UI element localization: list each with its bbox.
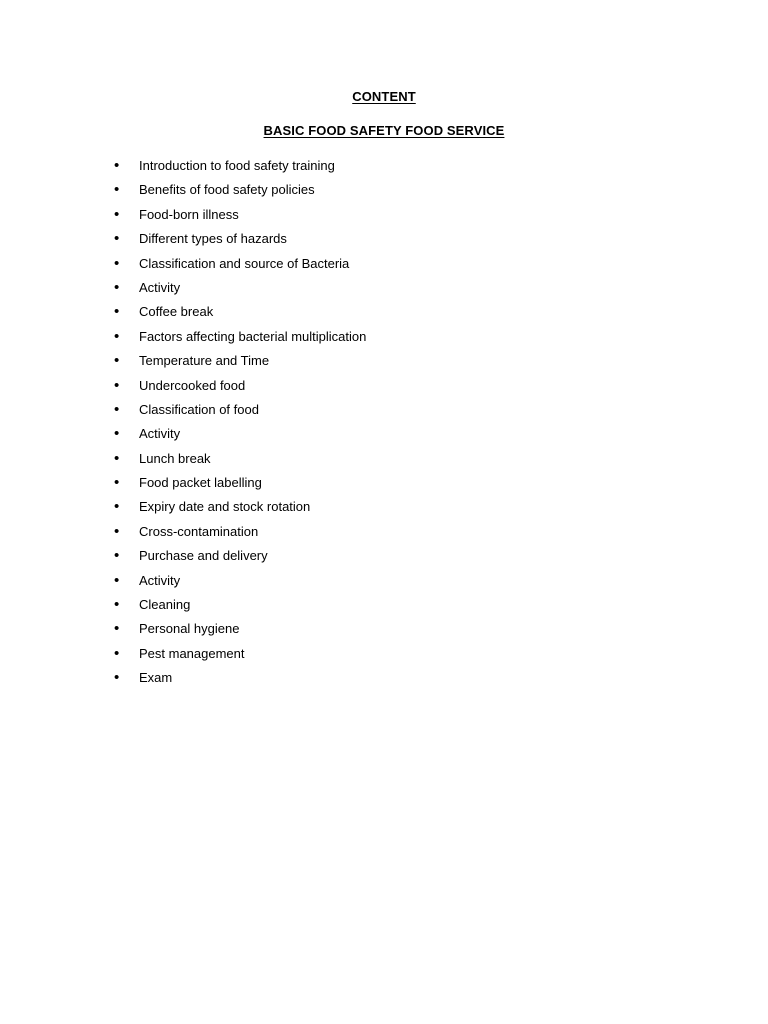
list-item [0, 352, 768, 376]
bullet-icon: • [114, 376, 120, 394]
bullet-icon: • [114, 181, 120, 199]
bullet-icon: • [114, 425, 120, 443]
list-item [0, 181, 768, 205]
bullet-icon: • [114, 571, 120, 589]
topic-label: Introduction to food safety training [139, 158, 335, 173]
topic-label: Benefits of food safety policies [139, 182, 315, 198]
bullet-icon: • [114, 327, 120, 345]
bullet-icon: • [114, 596, 120, 614]
bullet-icon: • [114, 620, 120, 638]
list-item [0, 669, 768, 693]
list-item [0, 596, 768, 620]
bullet-icon: • [114, 669, 120, 687]
topic-label: Food packet labelling [139, 475, 262, 491]
list-item [0, 255, 768, 279]
bullet-icon: • [114, 498, 120, 516]
bullet-icon: • [114, 254, 120, 272]
topic-label: Activity [139, 426, 181, 442]
bullet-icon: • [114, 522, 120, 540]
page-title: CONTENT [352, 89, 416, 104]
list-item [0, 401, 768, 425]
bullet-icon: • [114, 230, 120, 248]
bullet-icon: • [114, 449, 120, 467]
list-item [0, 547, 768, 571]
bullet-icon: • [114, 205, 120, 223]
list-item [0, 498, 768, 522]
list-item [0, 279, 768, 303]
list-item [0, 328, 768, 352]
list-item [0, 230, 768, 254]
list-item [0, 303, 768, 327]
bullet-icon: • [114, 644, 120, 662]
topic-label: Classification and source of Bacteria [139, 255, 350, 271]
list-item [0, 450, 768, 474]
list-item [0, 206, 768, 230]
bullet-icon: • [114, 157, 120, 174]
bullet-icon: • [114, 278, 120, 296]
topic-label: Lunch break [139, 450, 211, 466]
topic-label: Activity [139, 572, 181, 588]
list-item [0, 157, 768, 181]
bullet-icon: • [114, 474, 120, 492]
bullet-icon: • [114, 547, 120, 565]
list-item [0, 474, 768, 498]
course-title: BASIC FOOD SAFETY FOOD SERVICE [263, 123, 505, 138]
topic-label: Different types of hazards [139, 231, 287, 247]
topic-label: Activity [139, 279, 181, 295]
topic-label: Cleaning [139, 597, 191, 613]
bullet-icon: • [114, 352, 120, 370]
topic-label: Purchase and delivery [139, 548, 268, 564]
bullet-icon: • [114, 303, 120, 321]
topic-label: Food-born illness [139, 206, 239, 222]
list-item [0, 620, 768, 644]
list-item [0, 572, 768, 596]
bullet-icon: • [114, 400, 120, 418]
topic-label: Coffee break [139, 304, 214, 320]
list-item [0, 523, 768, 547]
topic-label: Undercooked food [139, 377, 246, 393]
topic-label: Classification of food [139, 401, 259, 417]
topic-label: Pest management [139, 645, 245, 661]
list-item [0, 645, 768, 669]
list-item [0, 377, 768, 401]
topic-label: Cross-contamination [139, 523, 259, 539]
topic-label: Factors affecting bacterial multiplication [139, 328, 367, 344]
list-item [0, 425, 768, 449]
topic-label: Expiry date and stock rotation [139, 499, 311, 515]
topic-list [0, 157, 768, 694]
topic-label: Personal hygiene [139, 621, 240, 637]
topic-label: Temperature and Time [139, 353, 270, 369]
topic-label: Exam [139, 670, 173, 686]
